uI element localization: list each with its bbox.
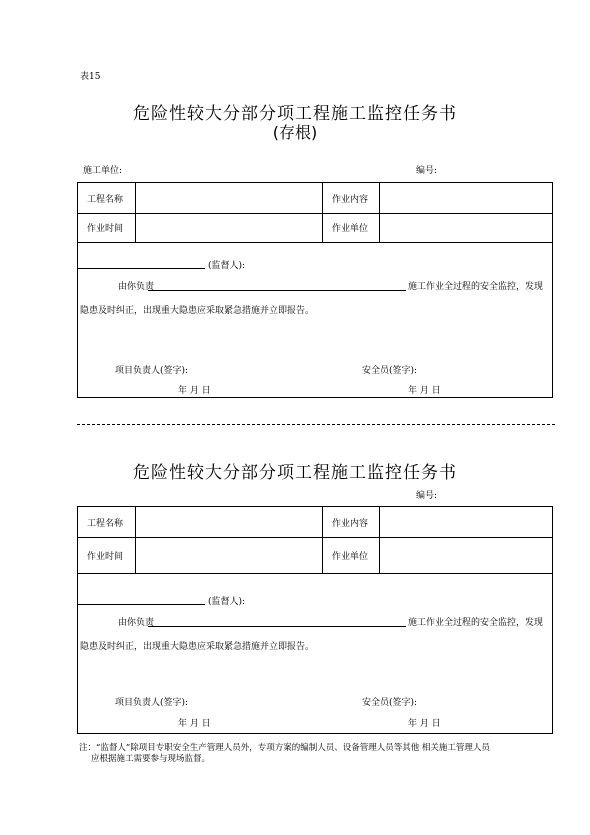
stub-date-right: 年 月 日 bbox=[408, 386, 441, 396]
stub-title: 危险性较大分部分项工程施工监控任务书 bbox=[133, 104, 457, 124]
main-row-2 bbox=[78, 537, 552, 574]
main-supervisor-label: (监督人): bbox=[208, 597, 246, 607]
stub-form bbox=[77, 182, 553, 398]
stub-date-left: 年 月 日 bbox=[178, 386, 211, 396]
main-number-label: 编号: bbox=[416, 491, 438, 501]
stub-project-name-field[interactable] bbox=[136, 183, 322, 213]
main-work-content-label: 作业内容 bbox=[332, 518, 369, 529]
stub-work-time-field[interactable] bbox=[136, 213, 322, 242]
main-responsible-line[interactable] bbox=[148, 626, 406, 627]
main-date-right: 年 月 日 bbox=[408, 719, 441, 729]
stub-safety-sign-label: 安全员(签字): bbox=[362, 366, 418, 376]
main-work-unit-label: 作业单位 bbox=[332, 551, 369, 562]
main-form bbox=[77, 506, 553, 734]
stub-pm-sign-label: 项目负责人(签字): bbox=[115, 366, 189, 376]
note-line-2: 应根据施工需要参与现场监督。 bbox=[91, 754, 211, 764]
stub-responsible-suffix: 施工作业全过程的安全监控，发现 bbox=[408, 282, 544, 292]
main-work-unit-field[interactable] bbox=[380, 537, 552, 573]
main-date-left: 年 月 日 bbox=[178, 719, 211, 729]
stub-work-time-label: 作业时间 bbox=[87, 224, 124, 234]
main-supervisor-line[interactable] bbox=[78, 604, 205, 605]
construction-unit-label: 施工单位: bbox=[83, 166, 123, 176]
stub-number-label: 编号: bbox=[416, 166, 438, 176]
stub-work-unit-field[interactable] bbox=[380, 213, 552, 242]
stub-work-content-field[interactable] bbox=[380, 183, 552, 213]
stub-supervisor-line[interactable] bbox=[78, 268, 205, 269]
main-pm-sign-label: 项目负责人(签字): bbox=[115, 698, 189, 708]
main-project-name-field[interactable] bbox=[136, 507, 322, 537]
main-row-1 bbox=[78, 507, 552, 538]
stub-responsible-prefix: 由你负责 bbox=[118, 282, 155, 292]
note-line-1: 注：“监督人”除项目专职安全生产管理人员外，专项方案的编制人员、设备管理人员等其他 相关施工管理人员 bbox=[79, 743, 490, 753]
stub-work-unit-label: 作业单位 bbox=[332, 224, 369, 234]
main-work-time-field[interactable] bbox=[136, 537, 322, 573]
stub-supervisor-label: (监督人): bbox=[208, 261, 246, 271]
main-work-content-field[interactable] bbox=[380, 507, 552, 537]
main-responsible-suffix: 施工作业全过程的安全监控，发现 bbox=[408, 618, 544, 628]
main-responsible-line2: 隐患及时纠正，出现重大隐患应采取紧急措施并立即报告。 bbox=[80, 642, 315, 652]
main-work-time-label: 作业时间 bbox=[87, 551, 124, 562]
table-number: 表15 bbox=[80, 72, 101, 82]
stub-subtitle: (存根) bbox=[272, 123, 318, 142]
main-responsible-prefix: 由你负责 bbox=[118, 618, 155, 628]
main-safety-sign-label: 安全员(签字): bbox=[362, 698, 418, 708]
main-title: 危险性较大分部分项工程施工监控任务书 bbox=[133, 463, 457, 483]
stub-row-1 bbox=[78, 183, 552, 214]
cut-line bbox=[77, 424, 555, 425]
stub-project-name-label: 工程名称 bbox=[87, 194, 124, 205]
stub-work-content-label: 作业内容 bbox=[332, 194, 369, 205]
stub-responsible-line2: 隐患及时纠正，出现重大隐患应采取紧急措施并立即报告。 bbox=[80, 306, 315, 316]
main-project-name-label: 工程名称 bbox=[87, 518, 124, 529]
stub-responsible-line[interactable] bbox=[148, 290, 406, 291]
stub-row-2 bbox=[78, 213, 552, 243]
